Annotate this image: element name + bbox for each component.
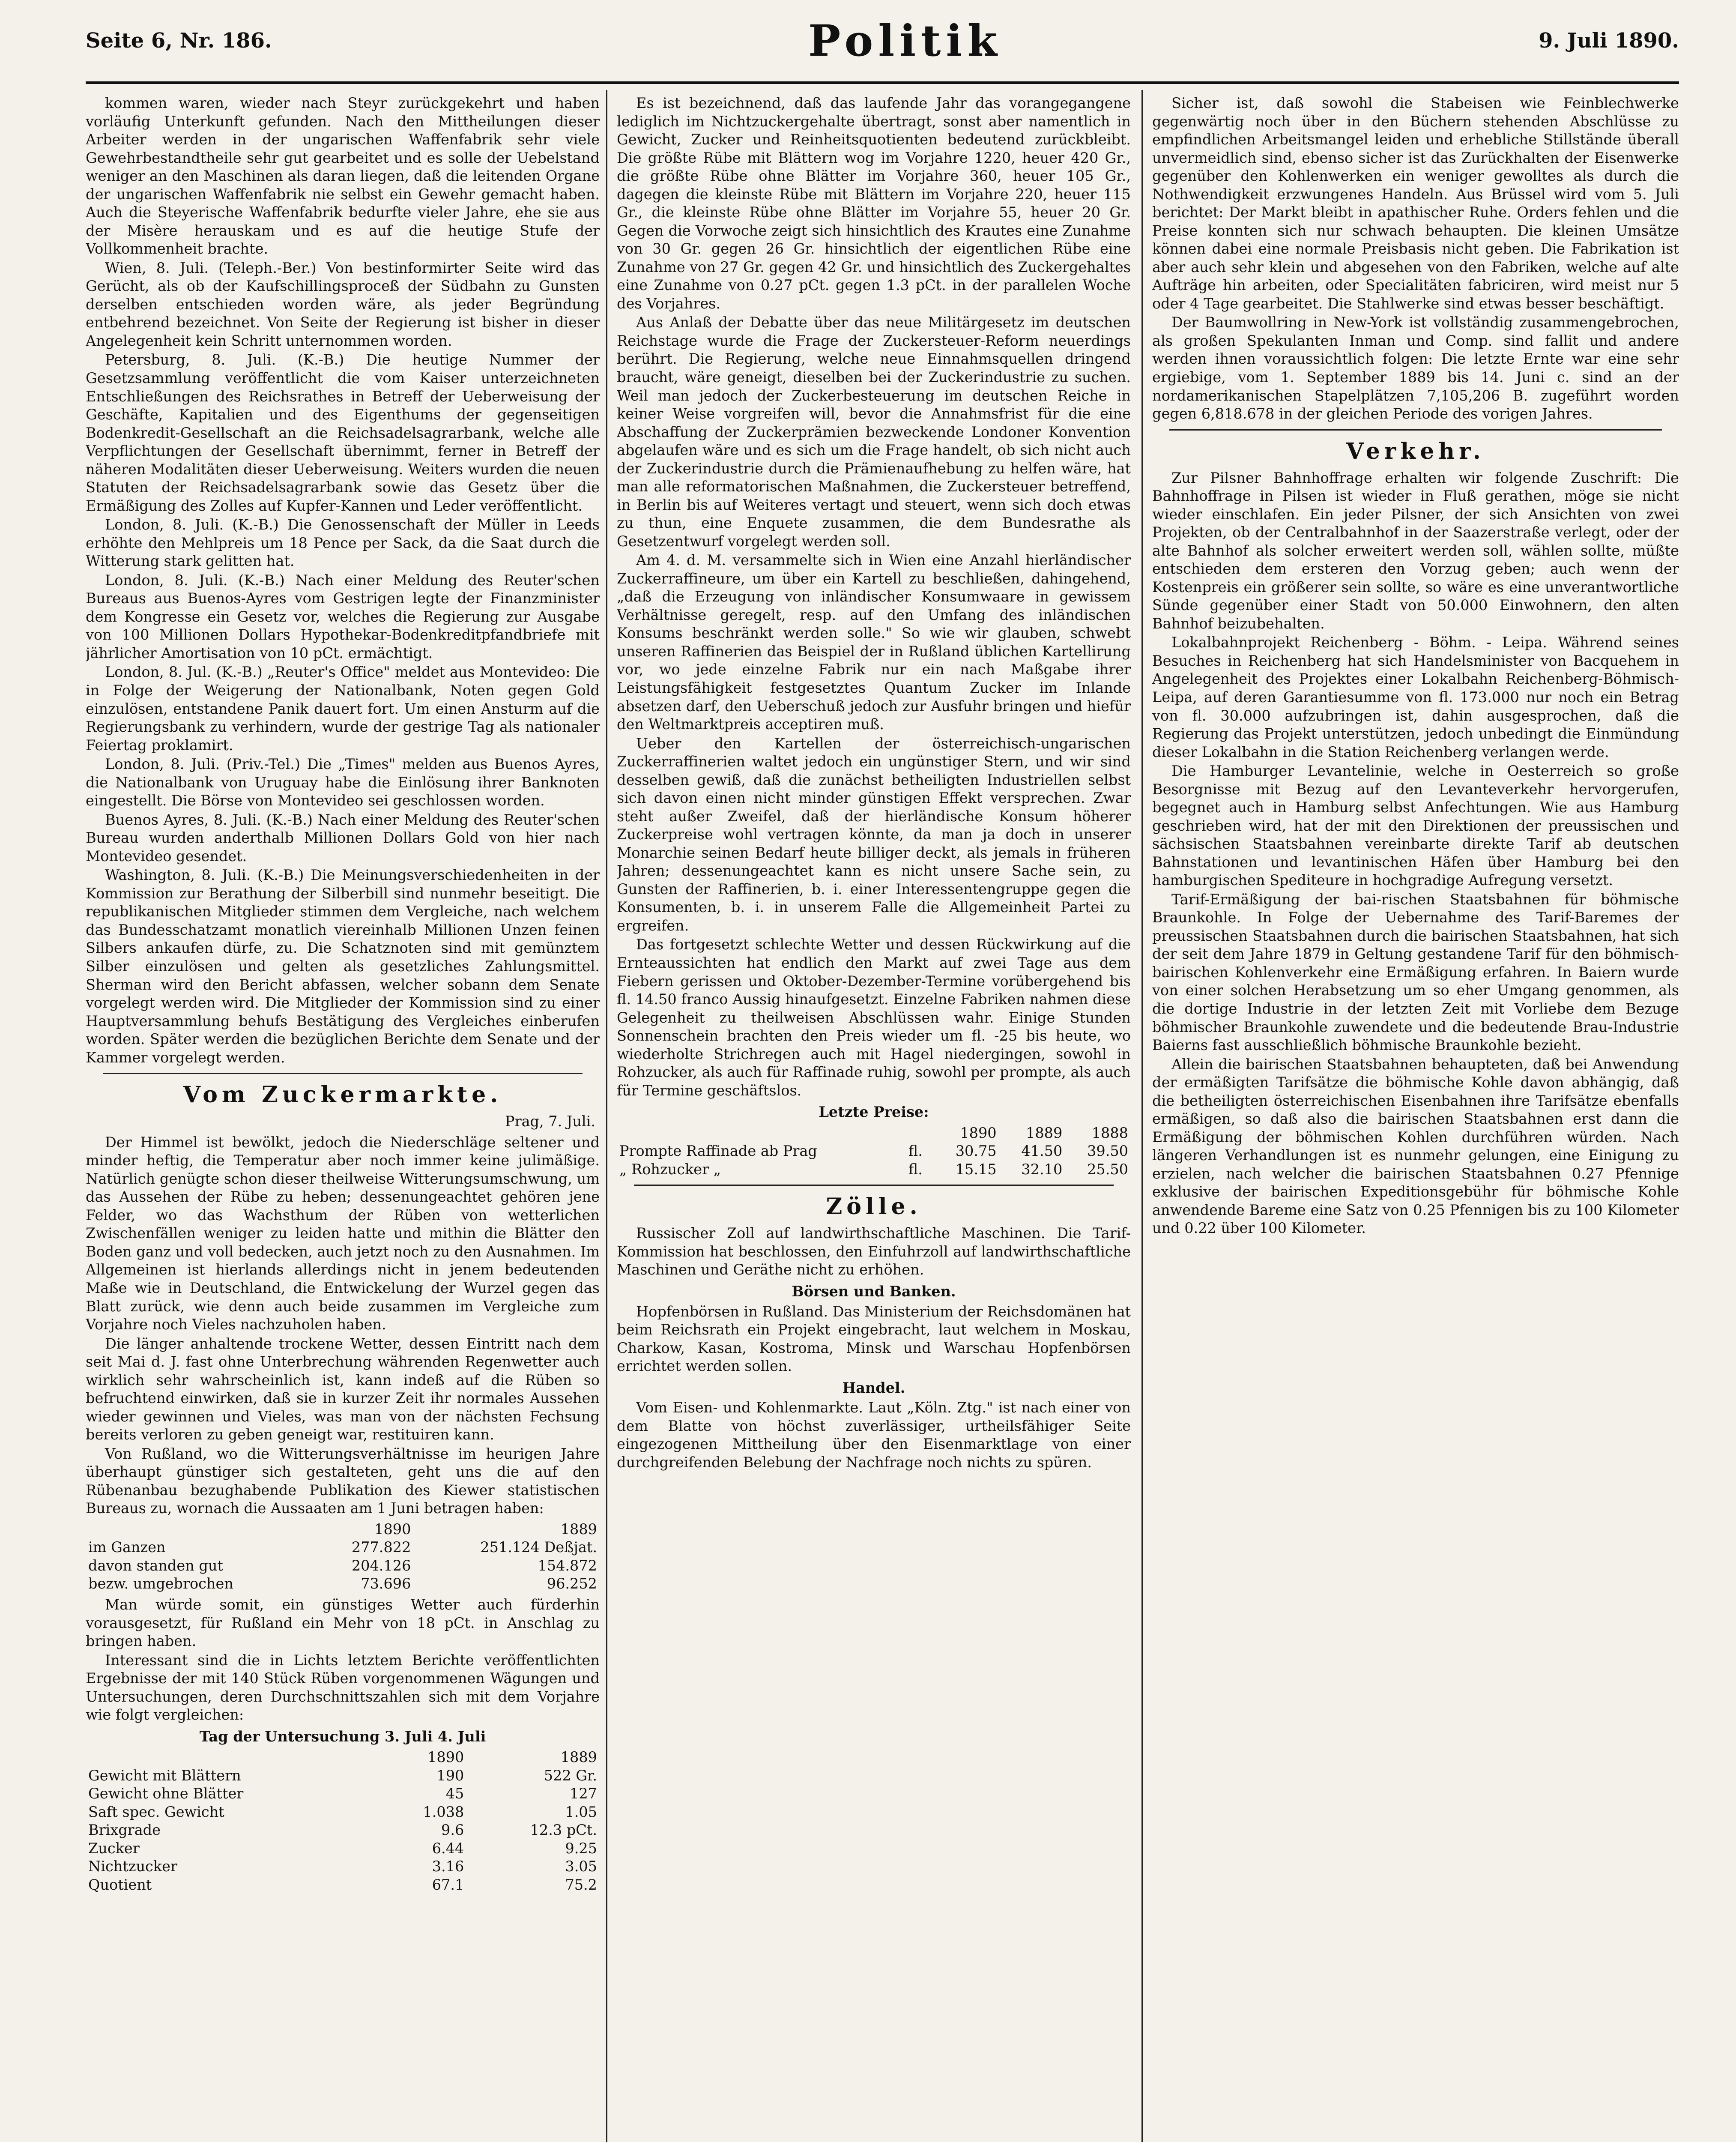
- article-paragraph: Die länger anhaltende trockene Wetter, dessen Eintritt nach dem seit Mai d. J. fast ohne Unterbrechung währenden Regenwetter auch wirklich sehr wahrscheinlich ist, kann indeß auf die Rüben so befruchtend einwirken, daß sie in kurzer Zeit ihr normales Aussehen wieder gewinnen und Vieles, was man von der nächsten Fechsung bereits verloren zu geben geneigt war, restituiren kann.: [86, 1335, 600, 1443]
- article-paragraph: Hopfenbörsen in Rußland. Das Ministerium der Reichsdomänen hat beim Reichsrath ein Projekt eingebracht, laut welchem in Moskau, Charkow, Kasan, Kostroma, Minsk und Warschau Hopfenbörsen errichtet werden sollen.: [617, 1303, 1131, 1375]
- article-paragraph: Russischer Zoll auf landwirthschaftliche Maschinen. Die Tarif-Kommission hat beschlossen, den Einfuhrzoll auf landwirthschaftliche Maschinen und Geräthe nicht zu erhöhen.: [617, 1225, 1131, 1278]
- table-cell: Zucker: [88, 1840, 140, 1857]
- table-header: 1888: [1091, 1124, 1128, 1141]
- table-cell: 190: [436, 1767, 464, 1784]
- table-cell: 32.10: [1021, 1161, 1063, 1178]
- table-cell: 154.872: [538, 1557, 597, 1574]
- article-paragraph: London, 8. Juli. (K.-B.) Nach einer Meldung des Reuter'schen Bureaus aus Buenos-Ayres vom Gestrigen legte der Finanzminister dem Kongresse ein Gesetz vor, welches die Regierung zur Ausgabe von 100 Millionen Dollars Hypothekar-Bodenkreditpfandbriefe mit jährlicher Amortisation von 10 pCt. ermächtigt.: [86, 571, 600, 661]
- table-header-row: [86, 1520, 600, 1539]
- table-cell: 15.15: [955, 1161, 997, 1178]
- article-paragraph: London, 8. Juli. (Priv.-Tel.) Die „Times" melden aus Buenos Ayres, die Nationalbank von Uruguay habe die Einlösung ihrer Banknoten eingestellt. Die Börse von Montevideo sei geschlossen worden.: [86, 756, 600, 809]
- table-cell: 3.16: [432, 1858, 464, 1875]
- table-cell: 127: [570, 1785, 597, 1802]
- table-row: [86, 1840, 600, 1858]
- subsection-title-boersen: Börsen und Banken.: [792, 1283, 956, 1300]
- table-cell: 251.124 Deßjat.: [480, 1539, 597, 1556]
- table-header-row: [86, 1748, 600, 1767]
- section-title-zoelle: Zölle.: [826, 1194, 922, 1220]
- table-cell: 75.2: [565, 1876, 597, 1893]
- table-row: [86, 1767, 600, 1785]
- article-paragraph: Das fortgesetzt schlechte Wetter und dessen Rückwirkung auf die Ernteaussichten hat endlich den Markt auf zwei Tage aus dem Fiebern gerissen und Oktober-Dezember-Termine vorübergehend bis fl. 14.50 franco Aussig hinaufgesetzt. Einzelne Fabriken nahmen diese Gelegenheit zu theilweisen Abschlüssen wahr. Einige Stunden Sonnenschein brachten den Preis wieder um fl. -25 bis heute, wo wiederholte Strichregen auch mit Hagel niedergingen, sowohl in Rohzucker, als auch für Raffinade ruhig, sowohl per prompte, als auch für Termine geschäftslos.: [617, 936, 1131, 1099]
- table-row: [86, 1538, 600, 1557]
- table-cell: Brixgrade: [88, 1822, 161, 1839]
- table-cell: bezw. umgebrochen: [88, 1575, 233, 1592]
- table-header-row: [617, 1124, 1131, 1143]
- table-cell: 41.50: [1021, 1143, 1063, 1160]
- table-row: [617, 1142, 1131, 1161]
- column-1: [86, 94, 600, 2142]
- article-paragraph: Der Himmel ist bewölkt, jedoch die Niederschläge seltener und minder heftig, die Temperatur aber noch immer keine julimäßige. Natürlich genügte schon dieser theilweise Witterungsumschwung, um das Aussehen der Rübe zu heben; dessenungeachtet gehören jene Felder, wo das Wachsthum der Rüben von wetterlichen Zwischenfällen weniger zu leiden hatte und mithin die Blätter den Boden ganz und voll bedecken, auch jetzt noch zu den Ausnahmen. Im Allgemeinen ist hierlands allerdings nicht in jenem bedeutenden Maße wie in Deutschland, die Entwickelung der Wurzel gegen das Blatt zurück, wie denn auch beide zusammen im Vergleiche zum Vorjahre noch Vieles nachzuholen haben.: [86, 1134, 600, 1333]
- section-heading: Politik: [808, 15, 1002, 66]
- article-paragraph: Vom Eisen- und Kohlenmarkte. Laut „Köln. Ztg." ist nach einer von dem Blatte von höchst zuverlässiger, urtheilsfähiger Seite eingezogenen Mittheilung über den Eisenmarktlage von einer durchgreifenden Belebung der Nachfrage noch nichts zu spüren.: [617, 1399, 1131, 1471]
- table-cell: 522 Gr.: [544, 1767, 597, 1784]
- article-paragraph: Aus Anlaß der Debatte über das neue Militärgesetz im deutschen Reichstage wurde die Frage der Zuckersteuer-Reform neuerdings berührt. Die Regierung, welche neue Einnahmsquellen dringend braucht, wäre geneigt, dieselben bei der Zuckerindustrie zu suchen. Weil man jedoch der Zuckerbesteuerung im deutschen Reiche in keiner Weise vorgreifen will, bevor die Annahmsfrist für die eine Abschaffung der Zuckerprämien bezweckende Londoner Konvention abgelaufen wäre und es sich um die Frage handelt, ob sich nicht auch der Zuckerindustrie durch die Prämienaufhebung zu helfen wäre, hat man alle reformatorischen Maßnahmen, die Zuckersteuer betreffend, in Berlin bis auf Weiteres vertagt und steuert, wenn sich doch etwas zu thun, eine Enquete zusammen, die dem Bundesrathe als Gesetzentwurf vorgelegt werden soll.: [617, 314, 1131, 550]
- column-2: [617, 94, 1131, 2142]
- prices-table: [617, 1124, 1131, 1179]
- table-cell: 9.6: [441, 1822, 464, 1839]
- table-cell: fl.: [908, 1161, 923, 1178]
- table-cell: 277.822: [351, 1539, 411, 1556]
- table-cell: 1.05: [565, 1803, 597, 1820]
- section-rule: [103, 1073, 583, 1074]
- table-header: [906, 1124, 933, 1143]
- table-header: 1890: [374, 1520, 411, 1538]
- article-paragraph: Man würde somit, ein günstiges Wetter auch fürderhin vorausgesetzt, für Rußland ein Mehr von 18 pCt. in Anschlag zu bringen haben.: [86, 1596, 600, 1650]
- article-paragraph: Tarif-Ermäßigung der bai-rischen Staatsbahnen für böhmische Braunkohle. In Folge der Uebernahme des Tarif-Baremes der preussischen Staatsbahnen durch die bairischen Staatsbahnen, hat sich der seit dem Jahre 1879 in Geltung gestandene Tarif für den böhmisch-bairischen Kohlenverkehr eine Ermäßigung erfahren. In Baiern wurde von einer solchen Herabsetzung um so eher Umgang genommen, als die dortige Industrie in der letzten Zeit mit Vorliebe dem Bezuge böhmischer Braunkohle zuwendete und die bedeutende Brau-Industrie Baierns fast ausschließlich böhmische Braunkohle bezieht.: [1152, 891, 1679, 1054]
- article-paragraph: Von Rußland, wo die Witterungsverhältnisse im heurigen Jahre überhaupt günstiger sich gestalteten, geht uns die auf den Rübenanbau bezughabende Publikation des Kiewer statistischen Bureaus zu, wornach die Aussaaten am 1 Juni betragen haben:: [86, 1445, 600, 1517]
- table-row: [86, 1785, 600, 1803]
- article-paragraph: Allein die bairischen Staatsbahnen behaupteten, daß bei Anwendung der ermäßigten Tarifsätze die böhmische Kohle davon abhängig, daß die betheiligten österreichischen Eisenbahnen ihre Tarifsätze ebenfalls ermäßigen, so daß also die bairischen Staatsbahnen erst dann die Ermäßigung der böhmischen Kohlen durchführen würden. Nach längeren Verhandlungen ist es nunmehr gelungen, eine Einigung zu erzielen, nach welcher die bairischen Staatsbahnen 0.27 Pfennige exklusive der bairischen Expeditionsgebühr für böhmische Kohle anwendende Bareme eine Satz von 0.25 Pfennigen bis zu 100 Kilometer und 0.22 über 100 Kilometer.: [1152, 1056, 1679, 1237]
- table-cell: 204.126: [351, 1557, 411, 1574]
- table-cell: Gewicht ohne Blätter: [88, 1785, 244, 1802]
- article-paragraph: Interessant sind die in Lichts letztem Berichte veröffentlichten Ergebnisse der mit 140 Stück Rüben vorgenommenen Wägungen und Untersuchungen, deren Durchschnittszahlen sich mit dem Vorjahre wie folgt vergleichen:: [86, 1651, 600, 1723]
- section-rule: [1169, 429, 1662, 431]
- table-cell: Saft spec. Gewicht: [88, 1803, 224, 1820]
- beet-analysis-table: [86, 1748, 600, 1894]
- table-cell: 73.696: [361, 1575, 411, 1592]
- article-paragraph: Lokalbahnprojekt Reichenberg - Böhm. - Leipa. Während seines Besuches in Reichenberg hat sich Handelsminister von Bacquehem in Angelegenheit des Projektes einer Lokalbahn Reichenberg-Böhmisch-Leipa, auf deren Garantiesumme von fl. 173.000 nur noch ein Betrag von fl. 30.000 aufzubringen ist, dahin ausgesprochen, daß die Regierung das Projekt unterstützen, jedoch unbedingt die Einmündung dieser Lokalbahn in die Station Reichenberg verlangen werde.: [1152, 634, 1679, 760]
- table-cell: fl.: [908, 1143, 923, 1160]
- article-paragraph: Die Hamburger Levantelinie, welche in Oesterreich so große Besorgnisse mit Bezug auf den Levanteverkehr hervorgerufen, begegnet auch in Hamburg selbst Anfechtungen. Wie aus Hamburg geschrieben wird, hat der mit den Direktionen der preussischen und sächsischen Staatsbahnen vereinbarte direkte Tarif ab deutschen Bahnstationen und levantinischen Häfen über Hamburg bei den hamburgischen Spediteure in hochgradige Aufregung versetzt.: [1152, 763, 1679, 889]
- article-paragraph: Washington, 8. Juli. (K.-B.) Die Meinungsverschiedenheiten in der Kommission zur Berathung der Silberbill sind nunmehr beseitigt. Die republikanischen Mitglieder stimmen dem Vergleiche, nach welchem das Bundesschatzamt monatlich viereinhalb Millionen Unzen feinen Silbers ankaufen dürfe, zu. Die Schatznoten sind mit gemünztem Silber einzulösen und gelten als gesetzliches Zahlungsmittel. Sherman wird den Bericht abfassen, welcher sobann dem Senate vorgelegt werden wird. Die Mitglieder der Kommission sind zu einer Hauptversammlung behufs Bestätigung des Vergleiches einberufen worden. Später werden die bezüglichen Berichte dem Senate und der Kammer vorgelegt werden.: [86, 867, 600, 1066]
- article-paragraph: kommen waren, wieder nach Steyr zurückgekehrt und haben vorläufig Unterkunft gefunden. Nach den Mittheilungen dieser Arbeiter werden in der ungarischen Waffenfabrik sehr viele Gewehrbestandtheile sehr gut gearbeitet und es solle der Uebelstand weniger an den Maschinen als daran liegen, daß die leitenden Organe der ungarischen Waffenfabrik nie selbst ein Gewehr gemacht haben. Auch die Steyerische Waffenfabrik bedurfte vieler Jahre, ehe sie aus der Misère herauskam und es auf die heutige Stufe der Vollkommenheit brachte.: [86, 95, 600, 257]
- table-cell: 96.252: [547, 1575, 597, 1592]
- table-cell: im Ganzen: [88, 1539, 166, 1556]
- article-paragraph: Ueber den Kartellen der österreichisch-ungarischen Zuckerraffinerien waltet jedoch ein ungünstiger Stern, und wir sind desselben gewiß, daß die zunächst betheiligten Industriellen selbst sich davon einen nicht minder günstigen Effekt versprechen. Zwar steht außer Zweifel, daß der hierländische Konsum höherer Zuckerpreise wohl vertragen könnte, da man ja doch in unserer Monarchie seinen Bedarf heute billiger deckt, als jemals in früheren Jahren; dessenungeachtet kann es nicht unsere Sache sein, zu Gunsten der Raffinerien, b. i. einer Interessentengruppe gegen die Konsumenten, b. i. in unserem Falle die Allgemeinheit Partei zu ergreifen.: [617, 735, 1131, 934]
- sowing-table: [86, 1520, 600, 1593]
- table-header: [86, 1520, 315, 1539]
- article-paragraph: Zur Pilsner Bahnhoffrage erhalten wir folgende Zuschrift: Die Bahnhoffrage in Pilsen ist wieder in Fluß gerathen, möge sie nicht wieder einschlafen. Ein jeder Pilsner, der sich Ansichten von zwei Projekten, ob der Centralbahnhof in der Saazerstraße verlegt, oder der alte Bahnhof als solcher erweitert werden soll, wählen sollte, müßte entschieden dem ersteren den Vorzug geben; auch wenn der Kostenpreis ein größerer sein sollte, so wäre es eine unverantwortliche Sünde gegenüber einer Stadt von 50.000 Einwohnern, den alten Bahnhof beizubehalten.: [1152, 469, 1679, 632]
- table-cell: davon standen gut: [88, 1557, 223, 1574]
- table-header: 1890: [427, 1749, 464, 1766]
- table-cell: 1.038: [423, 1803, 464, 1820]
- table-cell: 6.44: [432, 1840, 464, 1857]
- table-row: [86, 1575, 600, 1593]
- table-row: [86, 1821, 600, 1840]
- article-paragraph: Der Baumwollring in New-York ist vollständig zusammengebrochen, als großen Spekulanten Inman und Comp. sind fallit und andere werden ihnen voraussichtlich folgen: Die letzte Ernte war eine sehr ergiebige, vom 1. September 1889 bis 14. Juni c. sind an der nordamerikanischen Stapelplätzen 7,105,206 B. zugeführt worden gegen 6,818.678 in der gleichen Periode des vorigen Jahres.: [1152, 314, 1679, 422]
- table-cell: Quotient: [88, 1876, 152, 1893]
- prices-title: Letzte Preise:: [819, 1104, 929, 1121]
- page-number: Seite 6, Nr. 186.: [86, 29, 272, 53]
- table-header: 1889: [560, 1749, 597, 1766]
- article-paragraph: Am 4. d. M. versammelte sich in Wien eine Anzahl hierländischer Zuckerraffineure, um über ein Kartell zu beschließen, dahingehend, „daß die Erzeugung von inländischer Konsumwaare in gewissem Verhältnisse geregelt, resp. auf den Umfang des inländischen Konsums beschränkt werden solle." So wie wir glauben, schwebt unseren Raffinerien das Beispiel der in Rußland üblichen Kartellirung vor, wo jede einzelne Fabrik nur ein nach Maßgabe ihrer Leistungsfähigkeit festgesetztes Quantum Zucker im Inlande absetzen darf, den Ueberschuß jedoch zur Ausfuhr bringen und hiefür den Weltmarktpreis acceptiren muß.: [617, 552, 1131, 733]
- table-row: [86, 1803, 600, 1822]
- section-rule: [634, 1185, 1114, 1186]
- table-cell: Gewicht mit Blättern: [88, 1767, 241, 1784]
- article-paragraph: Sicher ist, daß sowohl die Stabeisen wie Feinblechwerke gegenwärtig noch über in den Büchern stehenden Abschlüsse zu empfindlichen Arbeitsmangel leiden und erhebliche Stillstände überall unvermeidlich sind, ebenso sicher ist das Zurückhalten der Eisenwerke gegenüber den Kohlenwerken ein weniger gewolltes als durch die Nothwendigkeit erzwungenes Handeln. Aus Brüssel wird vom 5. Juli berichtet: Der Markt bleibt in apathischer Ruhe. Orders fehlen und die Preise konnten sich nur schwach behaupten. Die kleinen Umsätze können dabei eine normale Preisbasis nicht geben. Die Fabrikation ist aber auch sehr klein und abgesehen von den Fabriken, welche auf alte Aufträge hin arbeiten, oder Specialitäten fabriciren, wird meist nur 5 oder 4 Tage gearbeitet. Die Stahlwerke sind etwas besser beschäftigt.: [1152, 95, 1679, 312]
- table-row: [617, 1161, 1131, 1179]
- table-header: [617, 1124, 906, 1143]
- subsection-title-handel: Handel.: [842, 1379, 905, 1396]
- article-paragraph: Es ist bezeichnend, daß das laufende Jahr das vorangegangene lediglich im Nichtzuckergehalte übertragt, sonst aber namentlich in Gewicht, Zucker und Reinheitsquotienten bedeutend zurückbleibt. Die größte Rübe mit Blättern wog im Vorjahre 1220, heuer 420 Gr., die größte Rübe ohne Blätter im Vorjahre 360, heuer 105 Gr., dagegen die kleinste Rübe mit Blättern im Vorjahre 220, heuer 115 Gr., die kleinste Rübe ohne Blätter im Vorjahre 55, heuer 20 Gr. Gegen die Vorwoche zeigt sich hinsichtlich des Krautes eine Zunahme von 30 Gr. gegen 26 Gr. hinsichtlich der eigentlichen Rübe eine Zunahme von 27 Gr. gegen 42 Gr. und hinsichtlich des Zuckergehaltes eine Zunahme von 0.27 pCt. gegen 1.3 pCt. in der parallelen Woche des Vorjahres.: [617, 95, 1131, 312]
- table-cell: 30.75: [955, 1143, 997, 1160]
- column-3: [1152, 94, 1679, 2142]
- table-cell: „ Rohzucker „: [619, 1161, 721, 1178]
- table-cell: 45: [445, 1785, 464, 1802]
- table-caption: Tag der Untersuchung 3. Juli 4. Juli: [199, 1728, 486, 1745]
- article-paragraph: London, 8. Jul. (K.-B.) „Reuter's Office" meldet aus Montevideo: Die in Folge der Weigerung der Nationalbank, Noten gegen Gold einzulösen, entstandene Panik dauert fort. Um einen Ansturm auf die Regierungsbank zu verhindern, wurde der gestrige Tag als nationaler Feiertag proklamirt.: [86, 664, 600, 754]
- section-title-verkehr: Verkehr.: [1346, 438, 1485, 464]
- table-header: 1889: [1026, 1124, 1063, 1141]
- table-cell: 67.1: [432, 1876, 464, 1893]
- table-cell: 12.3 pCt.: [530, 1822, 597, 1839]
- page-header: [86, 0, 1679, 84]
- article-paragraph: Petersburg, 8. Juli. (K.-B.) Die heutige Nummer der Gesetzsammlung veröffentlicht die vom Kaiser unterzeichneten Entschließungen des Reichsrathes in Betreff der Ueberweisung der Geschäfte, Kapitalien und des Eigenthums der gegenseitigen Bodenkredit-Gesellschaft an die Reichsadelsagrarbank, welche alle Verpflichtungen der Gesellschaft übernimmt, ferner in Betreff der näheren Modalitäten dieser Ueberweisung. Weiters wurden die neuen Statuten der Reichsadelsagrarbank sowie das Gesetz über die Ermäßigung des Zolles auf Kupfer-Kannen und Leder veröffentlicht.: [86, 351, 600, 514]
- table-cell: 39.50: [1087, 1143, 1128, 1160]
- column-divider: [606, 90, 607, 2142]
- article-paragraph: Buenos Ayres, 8. Juli. (K.-B.) Nach einer Meldung des Reuter'schen Bureau wurden anderthalb Millionen Dollars Gold von hier nach Montevideo gesendet.: [86, 811, 600, 865]
- article-paragraph: Wien, 8. Juli. (Teleph.-Ber.) Von bestinformirter Seite wird das Gerücht, als ob der Kaufschillingsproceß der Südbahn zu Gunsten derselben entschieden worden wäre, als jeder Begründung entbehrend bezeichnet. Von Seite der Regierung ist bisher in dieser Angelegenheit kein Schritt unternommen worden.: [86, 259, 600, 349]
- section-title-zuckermarkt: Vom Zuckermarkte.: [183, 1082, 502, 1108]
- dateline: Prag, 7. Juli.: [505, 1113, 595, 1130]
- table-header: [86, 1748, 381, 1767]
- table-header: 1890: [960, 1124, 997, 1141]
- table-cell: Prompte Raffinade ab Prag: [619, 1143, 817, 1160]
- table-cell: 25.50: [1087, 1161, 1128, 1178]
- table-row: [86, 1557, 600, 1575]
- table-cell: 9.25: [565, 1840, 597, 1857]
- table-header: 1889: [560, 1520, 597, 1538]
- table-cell: 3.05: [565, 1858, 597, 1875]
- table-cell: Nichtzucker: [88, 1858, 177, 1875]
- column-divider: [1141, 90, 1143, 2142]
- issue-date: 9. Juli 1890.: [1539, 29, 1679, 53]
- table-row: [86, 1876, 600, 1894]
- table-row: [86, 1858, 600, 1876]
- article-paragraph: London, 8. Juli. (K.-B.) Die Genossenschaft der Müller in Leeds erhöhte den Mehlpreis um 18 Pence per Sack, da die Saat durch die Witterung stark gelitten hat.: [86, 516, 600, 570]
